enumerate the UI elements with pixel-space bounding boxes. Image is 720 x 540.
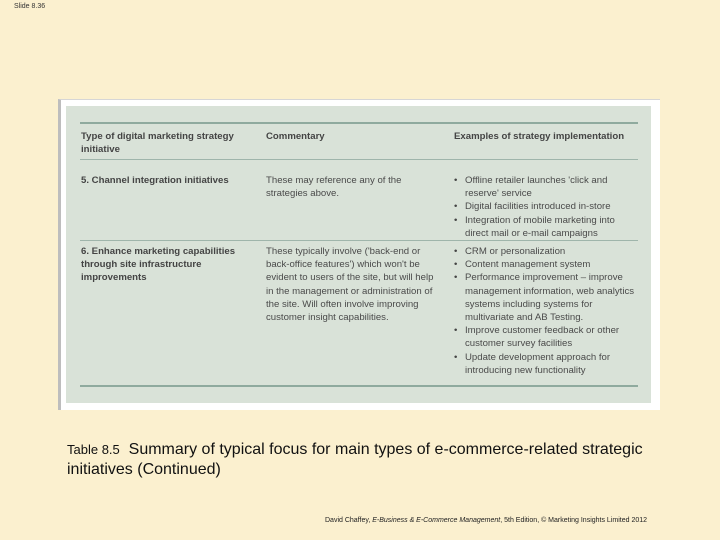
- row-5-commentary: These may reference any of the strategies above.: [266, 175, 402, 200]
- table-top-rule: [80, 122, 638, 124]
- header-rule: [80, 159, 638, 160]
- row-divider: [80, 240, 638, 241]
- list-item: • Content management system: [454, 258, 638, 271]
- row-5-type: 5. Channel integration initiatives: [81, 175, 229, 186]
- table-caption: [67, 440, 687, 480]
- list-item: • Update development approach for introducing new functionality: [454, 351, 638, 377]
- footer-book-title: E-Business & E-Commerce Management: [372, 517, 501, 524]
- slide-number: Slide 8.36: [14, 3, 46, 10]
- header-examples: Examples of strategy implementation: [454, 131, 625, 142]
- copyright-footer: [325, 517, 647, 524]
- list-item: • Improve customer feedback or other customer survey facilities: [454, 324, 638, 350]
- list-item: • Digital facilities introduced in-store: [454, 200, 636, 213]
- row-6-commentary: These typically involve ('back-end or back-office features') which won't be evident to users of the site, but will help in the management or administration of the site. Will often involve improving customer insight capabilities.: [266, 246, 434, 324]
- list-item: • CRM or personalization: [454, 245, 638, 258]
- footer-author: David Chaffey,: [325, 517, 371, 524]
- header-commentary: Commentary: [266, 131, 325, 142]
- list-item: • Offline retailer launches 'click and reserve' service: [454, 174, 636, 200]
- row-6-type: 6. Enhance marketing capabilities through site infrastructure improvements: [81, 246, 236, 284]
- list-item: • Integration of mobile marketing into direct mail or e-mail campaigns: [454, 214, 636, 240]
- list-item: • Performance improvement – improve management information, web analytics systems including systems for multivariate and AB Testing.: [454, 271, 638, 324]
- footer-edition: , 5th Edition, © Marketing Insights Limited 2012: [500, 517, 648, 524]
- header-type: Type of digital marketing strategy initiative: [81, 131, 234, 156]
- table-bottom-rule: [80, 385, 638, 387]
- caption-label: Table 8.5: [67, 442, 120, 457]
- row-5-examples: [454, 174, 636, 240]
- row-6-examples: [454, 245, 638, 377]
- caption-text: Summary of typical focus for main types of e-commerce-related strategic initiatives (Continued): [67, 441, 643, 478]
